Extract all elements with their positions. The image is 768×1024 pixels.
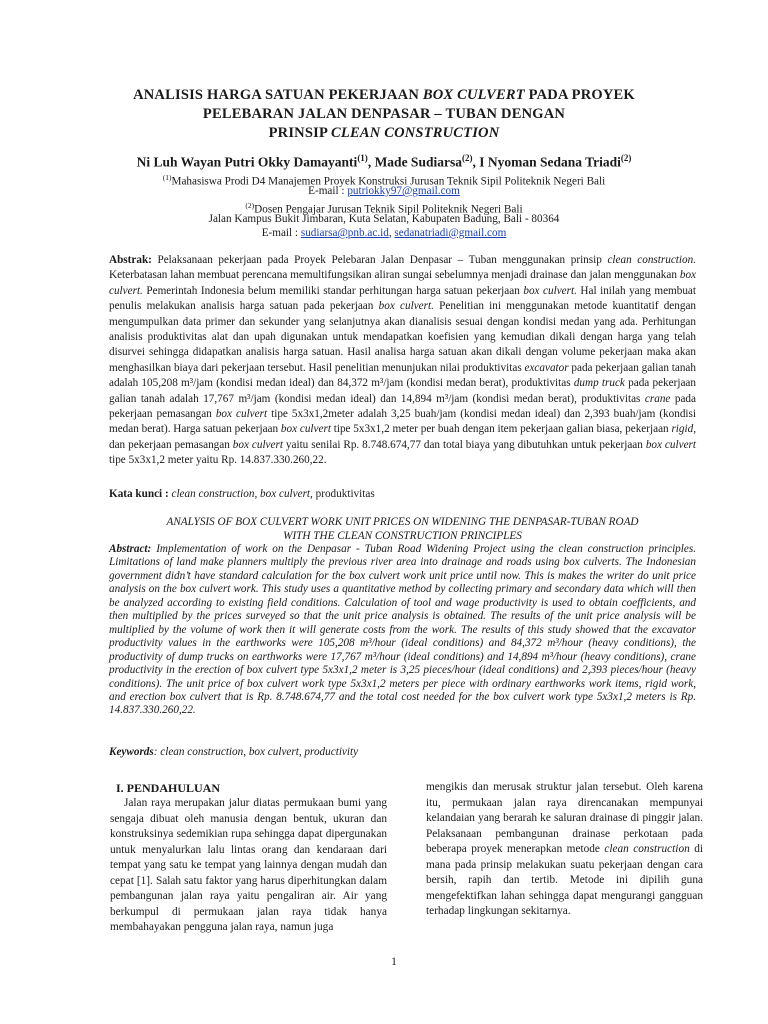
abstract-italic: excavator (524, 361, 569, 374)
section-heading: I. PENDAHULUAN (116, 781, 221, 795)
abstract-italic: dump truck (573, 377, 625, 390)
author-3-sup: (2) (620, 153, 632, 163)
abstract-text: pada pekerjaan pemasangan (109, 392, 696, 421)
keywords-text: produktivitas (312, 488, 375, 500)
abstract-en-label: Abstract: (109, 543, 152, 555)
abstract-text: pada pekerjaan galian tanah adalah 105,208 m³/jam (kondisi medan ideal) dan 84,372 m³/jam (kondisi medan berat), produktivitas (109, 361, 696, 390)
keywords-label: Kata kunci : (109, 488, 169, 500)
paragraph-text: mengikis dan merusak struktur jalan tersebut. Oleh karena itu, permukaan jalan raya direncanakan mempunyai kelandaian yang berarah ke saluran drainase di pinggir jalan. Pelaksanaan pembangunan drainase perkotaan pada beberapa proyek menerapkan metode (426, 781, 703, 855)
paragraph-right (426, 780, 703, 920)
author-1: Ni Luh Wayan Putri Okky Damayanti (136, 154, 358, 170)
abstract-text: tipe 5x3x1,2 meter per buah dengan item pekerjaan galian biasa, pekerjaan (330, 423, 672, 436)
aff1-sup: (1) (162, 173, 172, 182)
aff2-text: Dosen Pengajar Jurusan Teknik Sipil Politeknik Negeri Bali (254, 203, 523, 216)
title-line-2: PELEBARAN JALAN DENPASAR – TUBAN DENGAN (202, 106, 566, 122)
abstract-italic: rigid, (671, 423, 696, 436)
email-line-2 (60, 226, 708, 241)
title-text: PRINSIP (268, 125, 332, 141)
keywords-en-text: : clean construction, box culvert, productivity (153, 746, 359, 758)
abstract-text: dan pekerjaan pemasangan (109, 438, 233, 451)
column-right (426, 780, 703, 920)
abstract-italic: box culvert (645, 438, 696, 451)
email-link-2[interactable]: sudiarsa@pnb.ac.id (300, 227, 389, 239)
abstract-en-text: Implementation of work on the Denpasar - Tuban Road Widening Project using the clean construction principles. Limitations of land make planners multiply the previous river area into drainage and roads using box culverts. The Indonesian government didn’t have standard calculation for the box culvert work unit price until now. This is makes the writer do unit price analysis on the box culvert work. This study uses a quantitative method by collecting primary and secondary data which will then be analyzed according to existing field conditions. Calculation of tool and wage productivity is used to obtain coefficients, and then multiplied by the prices surveyed so that the unit price analysis is obtained. The results of the unit price analysis will be multiplied by the volume of work then it will generate costs from the work. The results of this study showed that the excavator productivity values in the earthworks were 105,208 m³/hour (ideal conditions) and 84,372 m³/hour (heavy conditions), the productivity of dump trucks on earthworks were 17,767 m³/hour (ideal conditions) and 14,894 m³/hour (heavy conditions), crane productivity in the erection of box culvert type 5x3x1,2 meter is 3,25 pieces/hour (ideal conditions) and 2,393 pieces/hour (heavy conditions). The unit price of box culvert work type 5x3x1,2 meters per piece with ordinary earthworks work items, rigid work, and erection box culvert that is Rp. 8.748.674,77 and the total cost needed for the box culvert work type 5x3x1,2 meters is Rp. 14.837.330.260,22. (109, 543, 696, 717)
keywords-en-label: Keywords (109, 746, 154, 758)
english-title-line-2: WITH THE CLEAN CONSTRUCTION PRINCIPLES (283, 529, 522, 542)
abstract-text: tipe 5x3x1,2 meter yaitu Rp. 14.837.330.260,22. (109, 454, 327, 467)
address: Jalan Kampus Bukit Jimbaran, Kuta Selatan, Kabupaten Badung, Bali - 80364 (208, 213, 560, 225)
email-link-1[interactable]: putriokky97@gmail.com (347, 185, 460, 197)
paper-title (90, 86, 678, 143)
abstract-text: Penelitian ini menggunakan metode kuantitatif dengan mengumpulkan data primer dan sekunder yang selanjutnya akan dianalisis sesuai dengan kondisi medan yang ada. Perhitungan analisis produktivitas alat dan upah digunakan untuk mendapatkan koefisien yang kemudian dikali dengan harga yang telah disurvei sehingga didapatkan analisis harga satuan. Hasil analisa harga satuan akan dikali dengan volume pekerjaan maka akan menghasilkan biaya dari pekerjaan tersebut. Hasil penelitian menunjukan nilai produktivitas (109, 300, 696, 374)
title-text: ANALISIS HARGA SATUAN PEKERJAAN (133, 87, 423, 103)
abstract-indonesian (109, 253, 696, 469)
keywords-indonesian (109, 487, 696, 502)
email-line-1 (60, 184, 708, 199)
abstract-text: tipe 5x3x1,2meter adalah 3,25 buah/jam (kondisi medan ideal) dan 2,393 buah/jam (kondisi medan berat). Harga satuan pekerjaan (109, 408, 696, 436)
paragraph-italic: clean construction (604, 843, 690, 855)
abstract-italic: box culvert (280, 423, 331, 436)
aff2-sup: (2) (245, 201, 255, 210)
abstract-italic: box culvert (215, 408, 268, 421)
author-2-sup: (2) (461, 153, 473, 163)
english-title-line-1: ANALYSIS OF BOX CULVERT WORK UNIT PRICES ON WIDENING THE DENPASAR-TUBAN ROAD (166, 516, 639, 528)
title-text: PADA PROYEK (524, 87, 635, 103)
abstract-text: yaitu senilai Rp. 8.748.674,77 dan total biaya yang dibutuhkan untuk pekerjaan (282, 438, 646, 451)
abstract-text: pada pekerjaan galian tanah adalah 17,767 m³/jam (kondisi medan ideal) dan 14,894 m³/jam (kondisi medan berat), produktivitas (109, 377, 696, 405)
paragraph-text: di mana pada prinsip melakukan suatu pekerjaan dengan cara bersih, rapih dan tertib. Metode ini dipilih guna mengefektifkan lahan sehingga dapat mengurangi gangguan terhadap lingkungan sekitarnya. (426, 843, 703, 917)
english-title (109, 516, 696, 543)
abstract-english (109, 543, 696, 718)
abstract-label: Abstrak: (109, 254, 152, 266)
title-italic: CLEAN CONSTRUCTION (331, 125, 500, 141)
abstract-italic: box culvert. (109, 269, 696, 297)
keywords-english (109, 746, 358, 758)
page-number: 1 (391, 956, 397, 968)
author-2: , Made Sudiarsa (367, 154, 462, 170)
abstract-text: Hal inilah yang membuat penulis melakukan analisis harga satuan pada pekerjaan (109, 284, 696, 313)
abstract-text: Pelaksanaan pekerjaan pada Proyek Pelebaran Jalan Denpasar – Tuban menggunakan prinsip (151, 254, 608, 266)
abstract-text: Keterbatasan lahan membuat perencana memultifungsikan aliran sungai sebelumnya menjadi drainase dan jalan menggunakan (109, 269, 680, 282)
email-sep: , (388, 227, 395, 239)
abstract-italic: crane (644, 392, 671, 405)
abstract-italic: box culvert. (523, 284, 577, 297)
abstract-italic: box culvert. (378, 300, 434, 313)
paragraph-left: Jalan raya merupakan jalur diatas permukaan bumi yang sengaja dibuat oleh manusia dengan bentuk, ukuran dan konstruksinya sedemikian rupa sehingga dapat dipergunakan untuk menyalurkan lalu lintas orang dan kendaraan dari tempat yang satu ke tempat yang lainnya dengan mudah dan cepat [1]. Salah satu faktor yang harus diperhitungkan dalam pembangunan jalan raya yaitu pengaliran air. Air yang berkumpul di permukaan jalan raya tidak hanya membahayakan pengguna jalan raya, namun juga (110, 797, 387, 933)
email-link-3[interactable]: sedanatriadi@gmail.com (394, 227, 507, 239)
title-italic: BOX CULVERT (422, 87, 525, 103)
author-3: , I Nyoman Sedana Triadi (472, 154, 621, 170)
email-label: E-mail : (308, 185, 348, 197)
email-label: E-mail : (261, 227, 301, 239)
aff1-text: Mahasiswa Prodi D4 Manajemen Proyek Konstruksi Jurusan Teknik Sipil Politeknik Negeri Bali (171, 175, 606, 188)
author-1-sup: (1) (357, 153, 368, 163)
keywords-italic: clean construction, box culvert, (168, 488, 313, 500)
abstract-italic: box culvert (232, 438, 283, 451)
column-left (110, 796, 387, 936)
abstract-text: Pemerintah Indonesia belum memiliki standar perhitungan harga satuan pekerjaan (142, 284, 524, 297)
author-list (60, 153, 708, 171)
abstract-italic: clean construction. (607, 254, 696, 266)
